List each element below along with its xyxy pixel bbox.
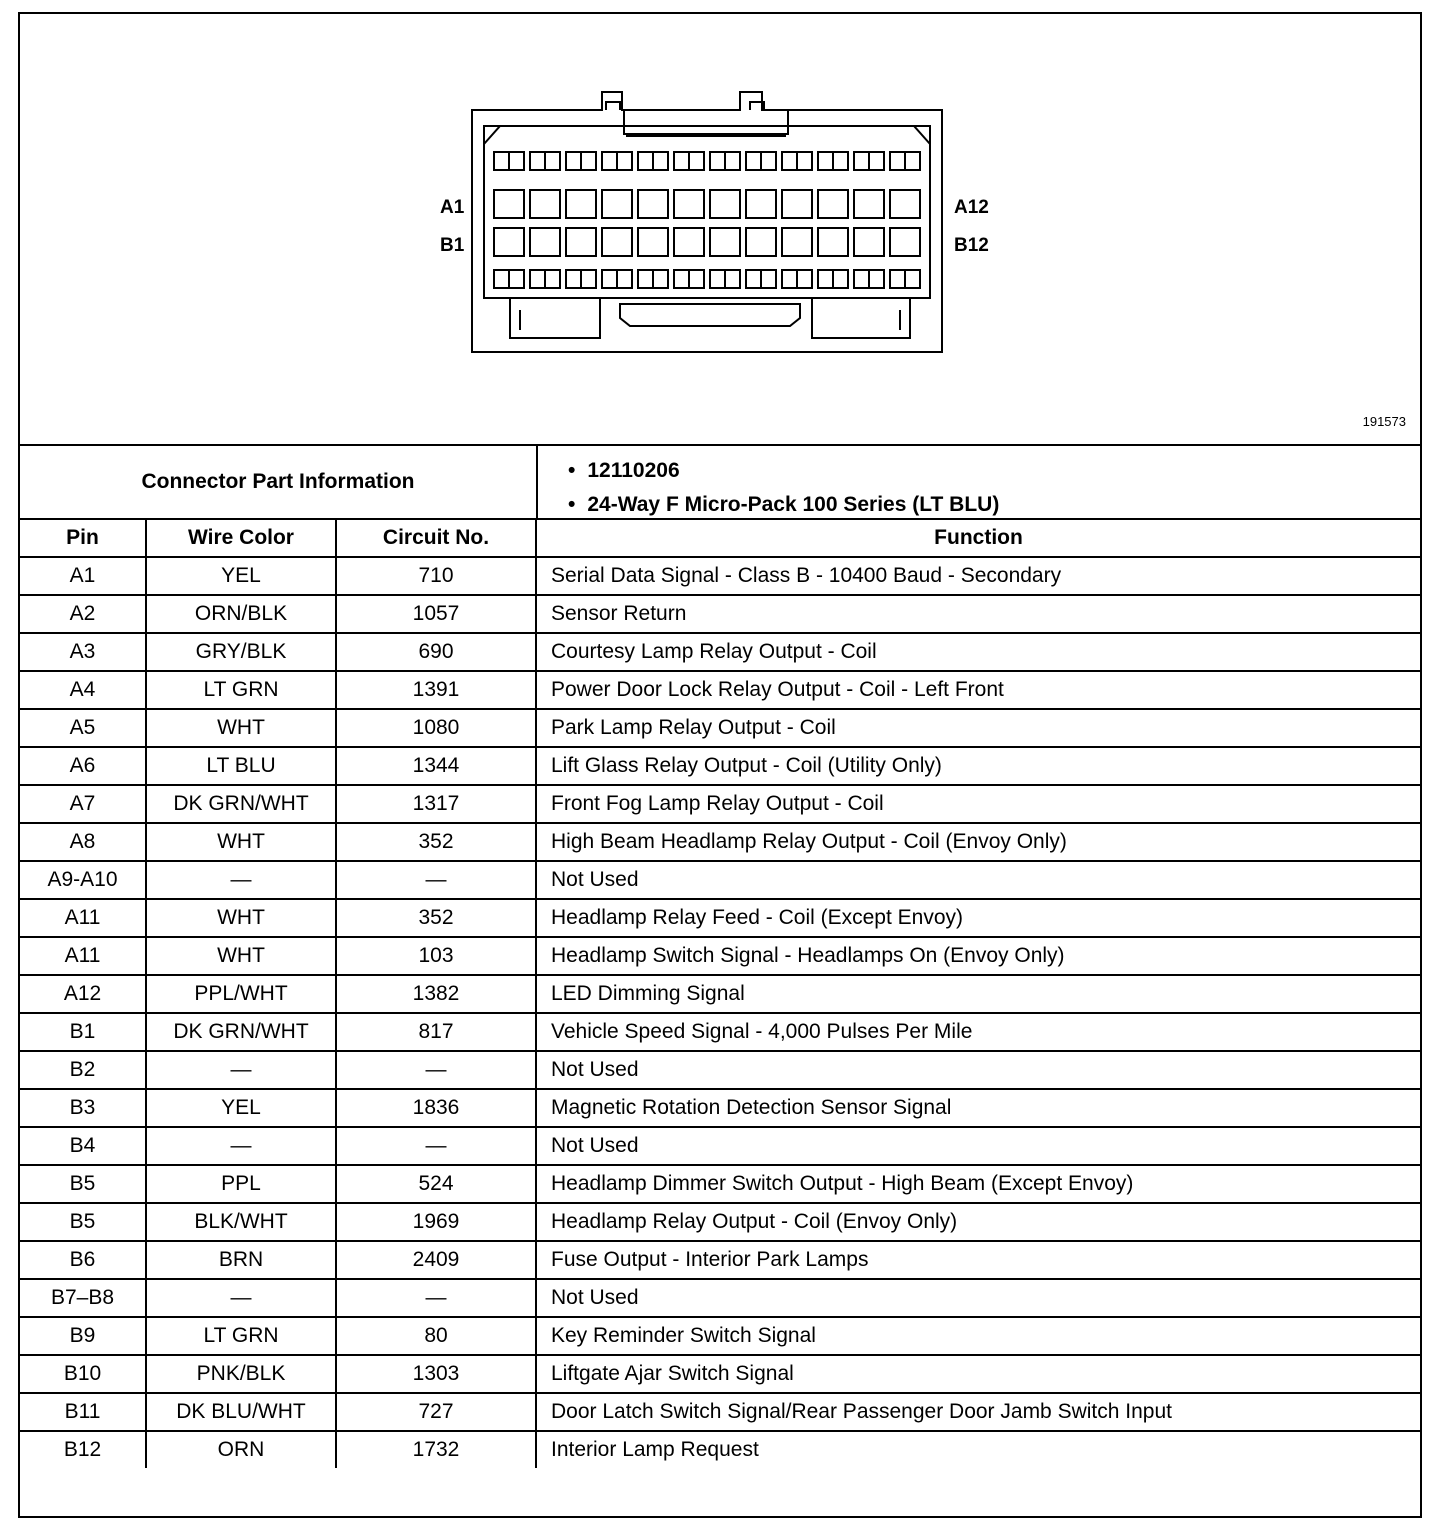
- table-row: [20, 595, 1420, 633]
- table-row: [20, 671, 1420, 709]
- cell-wire-color: WHT: [146, 709, 336, 747]
- table-row: [20, 1355, 1420, 1393]
- cell-pin: B9: [20, 1317, 146, 1355]
- cavity-row-a: [638, 190, 668, 218]
- table-row: [20, 861, 1420, 899]
- cell-pin: B5: [20, 1165, 146, 1203]
- cell-circuit-no: 1317: [336, 785, 536, 823]
- table-row: [20, 1203, 1420, 1241]
- cell-circuit-no: 817: [336, 1013, 536, 1051]
- cell-pin: B4: [20, 1127, 146, 1165]
- cell-pin: A11: [20, 937, 146, 975]
- cell-function: Courtesy Lamp Relay Output - Coil: [536, 633, 1420, 671]
- cavity-row-a: [494, 190, 524, 218]
- connector-face-drawing: [20, 14, 1420, 444]
- table-row: [20, 823, 1420, 861]
- table-row: [20, 709, 1420, 747]
- cell-circuit-no: —: [336, 1127, 536, 1165]
- cell-circuit-no: 1382: [336, 975, 536, 1013]
- cell-wire-color: LT BLU: [146, 747, 336, 785]
- cell-function: LED Dimming Signal: [536, 975, 1420, 1013]
- table-row: [20, 633, 1420, 671]
- table-row: [20, 1165, 1420, 1203]
- pin-label-b1: B1: [440, 235, 465, 256]
- table-header-row: [20, 520, 1420, 557]
- part-number: • 12110206: [568, 454, 999, 488]
- cell-pin: B11: [20, 1393, 146, 1431]
- table-row: [20, 1089, 1420, 1127]
- cell-wire-color: —: [146, 1279, 336, 1317]
- table-row: [20, 1241, 1420, 1279]
- cell-wire-color: PNK/BLK: [146, 1355, 336, 1393]
- cell-function: Headlamp Dimmer Switch Output - High Beam (Except Envoy): [536, 1165, 1420, 1203]
- cell-function: Front Fog Lamp Relay Output - Coil: [536, 785, 1420, 823]
- pin-label-a12: A12: [954, 197, 989, 218]
- cell-circuit-no: 1969: [336, 1203, 536, 1241]
- cell-wire-color: LT GRN: [146, 1317, 336, 1355]
- cell-pin: A5: [20, 709, 146, 747]
- cavity-row-a: [602, 190, 632, 218]
- cell-wire-color: PPL/WHT: [146, 975, 336, 1013]
- cell-pin: A2: [20, 595, 146, 633]
- cell-circuit-no: 103: [336, 937, 536, 975]
- cell-function: Interior Lamp Request: [536, 1431, 1420, 1468]
- cell-circuit-no: 1080: [336, 709, 536, 747]
- cell-circuit-no: 80: [336, 1317, 536, 1355]
- cell-pin: A11: [20, 899, 146, 937]
- cell-function: Not Used: [536, 1127, 1420, 1165]
- pin-label-b12: B12: [954, 235, 989, 256]
- cell-pin: A3: [20, 633, 146, 671]
- cell-circuit-no: 1391: [336, 671, 536, 709]
- cell-pin: B10: [20, 1355, 146, 1393]
- table-row: [20, 975, 1420, 1013]
- cell-wire-color: DK BLU/WHT: [146, 1393, 336, 1431]
- cell-function: Not Used: [536, 1051, 1420, 1089]
- header-function: Function: [536, 520, 1420, 557]
- cell-function: Key Reminder Switch Signal: [536, 1317, 1420, 1355]
- cell-pin: A8: [20, 823, 146, 861]
- cell-circuit-no: 690: [336, 633, 536, 671]
- pin-label-a1: A1: [440, 197, 465, 218]
- table-row: [20, 1127, 1420, 1165]
- cell-circuit-no: 2409: [336, 1241, 536, 1279]
- cell-circuit-no: 1344: [336, 747, 536, 785]
- cavity-row-b: [602, 228, 632, 256]
- table-row: [20, 747, 1420, 785]
- connector-part-info: [20, 446, 1420, 520]
- cell-wire-color: YEL: [146, 557, 336, 595]
- cell-wire-color: DK GRN/WHT: [146, 785, 336, 823]
- cavity-row-b: [890, 228, 920, 256]
- cell-circuit-no: 352: [336, 899, 536, 937]
- cell-function: Lift Glass Relay Output - Coil (Utility Only): [536, 747, 1420, 785]
- cavity-row-b: [818, 228, 848, 256]
- cell-wire-color: PPL: [146, 1165, 336, 1203]
- header-wire-color: Wire Color: [146, 520, 336, 557]
- cell-pin: A7: [20, 785, 146, 823]
- cell-pin: B1: [20, 1013, 146, 1051]
- cavity-row-b: [530, 228, 560, 256]
- cell-function: Park Lamp Relay Output - Coil: [536, 709, 1420, 747]
- cell-circuit-no: —: [336, 1051, 536, 1089]
- cavity-row-a: [782, 190, 812, 218]
- connector-description: • 24-Way F Micro-Pack 100 Series (LT BLU): [568, 488, 999, 522]
- cell-function: High Beam Headlamp Relay Output - Coil (Envoy Only): [536, 823, 1420, 861]
- connector-sheet: [18, 12, 1422, 1518]
- cavity-row-b: [782, 228, 812, 256]
- cell-circuit-no: 1057: [336, 595, 536, 633]
- cell-wire-color: WHT: [146, 937, 336, 975]
- cell-function: Fuse Output - Interior Park Lamps: [536, 1241, 1420, 1279]
- cavity-row-a: [854, 190, 884, 218]
- pinout-table: [20, 520, 1420, 1468]
- cell-wire-color: ORN/BLK: [146, 595, 336, 633]
- cell-circuit-no: 1732: [336, 1431, 536, 1468]
- cavity-row-b: [710, 228, 740, 256]
- cell-function: Door Latch Switch Signal/Rear Passenger Door Jamb Switch Input: [536, 1393, 1420, 1431]
- cell-wire-color: BRN: [146, 1241, 336, 1279]
- cell-circuit-no: 524: [336, 1165, 536, 1203]
- cell-pin: B2: [20, 1051, 146, 1089]
- cell-wire-color: LT GRN: [146, 671, 336, 709]
- cell-function: Magnetic Rotation Detection Sensor Signal: [536, 1089, 1420, 1127]
- cell-pin: B6: [20, 1241, 146, 1279]
- cavity-row-b: [566, 228, 596, 256]
- cavity-row-b: [854, 228, 884, 256]
- cell-function: Power Door Lock Relay Output - Coil - Left Front: [536, 671, 1420, 709]
- cell-pin: B5: [20, 1203, 146, 1241]
- connector-diagram: [20, 14, 1420, 446]
- cell-wire-color: GRY/BLK: [146, 633, 336, 671]
- cell-wire-color: WHT: [146, 823, 336, 861]
- connector-part-info-list: [568, 454, 999, 522]
- cavity-row-a: [746, 190, 776, 218]
- cell-function: Liftgate Ajar Switch Signal: [536, 1355, 1420, 1393]
- cavity-row-a: [890, 190, 920, 218]
- cell-function: Not Used: [536, 861, 1420, 899]
- cavity-row-a: [674, 190, 704, 218]
- table-row: [20, 899, 1420, 937]
- table-row: [20, 557, 1420, 595]
- cavity-row-b: [674, 228, 704, 256]
- connector-part-info-label: Connector Part Information: [20, 446, 538, 518]
- cavity-row-a: [566, 190, 596, 218]
- cell-function: Headlamp Relay Output - Coil (Envoy Only): [536, 1203, 1420, 1241]
- cavity-row-b: [638, 228, 668, 256]
- cell-function: Not Used: [536, 1279, 1420, 1317]
- cell-function: Headlamp Relay Feed - Coil (Except Envoy): [536, 899, 1420, 937]
- cavity-row-a: [710, 190, 740, 218]
- cell-wire-color: —: [146, 1127, 336, 1165]
- cell-wire-color: WHT: [146, 899, 336, 937]
- cell-circuit-no: 1836: [336, 1089, 536, 1127]
- table-row: [20, 1393, 1420, 1431]
- cell-circuit-no: —: [336, 861, 536, 899]
- cell-pin: A1: [20, 557, 146, 595]
- cell-circuit-no: 710: [336, 557, 536, 595]
- figure-number: 191573: [1362, 414, 1406, 429]
- header-pin: Pin: [20, 520, 146, 557]
- cell-pin: A9-A10: [20, 861, 146, 899]
- cavity-row-b: [746, 228, 776, 256]
- cell-wire-color: DK GRN/WHT: [146, 1013, 336, 1051]
- table-row: [20, 1317, 1420, 1355]
- cell-circuit-no: 727: [336, 1393, 536, 1431]
- cell-circuit-no: 1303: [336, 1355, 536, 1393]
- cell-function: Serial Data Signal - Class B - 10400 Baud - Secondary: [536, 557, 1420, 595]
- cell-function: Headlamp Switch Signal - Headlamps On (Envoy Only): [536, 937, 1420, 975]
- cell-function: Sensor Return: [536, 595, 1420, 633]
- header-circuit-no: Circuit No.: [336, 520, 536, 557]
- cavity-row-a: [818, 190, 848, 218]
- cell-function: Vehicle Speed Signal - 4,000 Pulses Per Mile: [536, 1013, 1420, 1051]
- cell-pin: B7–B8: [20, 1279, 146, 1317]
- cell-wire-color: YEL: [146, 1089, 336, 1127]
- table-row: [20, 1279, 1420, 1317]
- table-row: [20, 1013, 1420, 1051]
- cell-circuit-no: 352: [336, 823, 536, 861]
- cell-wire-color: —: [146, 1051, 336, 1089]
- table-row: [20, 937, 1420, 975]
- cell-pin: B3: [20, 1089, 146, 1127]
- cell-pin: A6: [20, 747, 146, 785]
- cavity-row-b: [494, 228, 524, 256]
- cell-pin: B12: [20, 1431, 146, 1468]
- table-row: [20, 785, 1420, 823]
- table-row: [20, 1051, 1420, 1089]
- cell-wire-color: —: [146, 861, 336, 899]
- cell-pin: A12: [20, 975, 146, 1013]
- cell-wire-color: ORN: [146, 1431, 336, 1468]
- cell-circuit-no: —: [336, 1279, 536, 1317]
- table-row: [20, 1431, 1420, 1468]
- cavity-row-a: [530, 190, 560, 218]
- cell-pin: A4: [20, 671, 146, 709]
- cell-wire-color: BLK/WHT: [146, 1203, 336, 1241]
